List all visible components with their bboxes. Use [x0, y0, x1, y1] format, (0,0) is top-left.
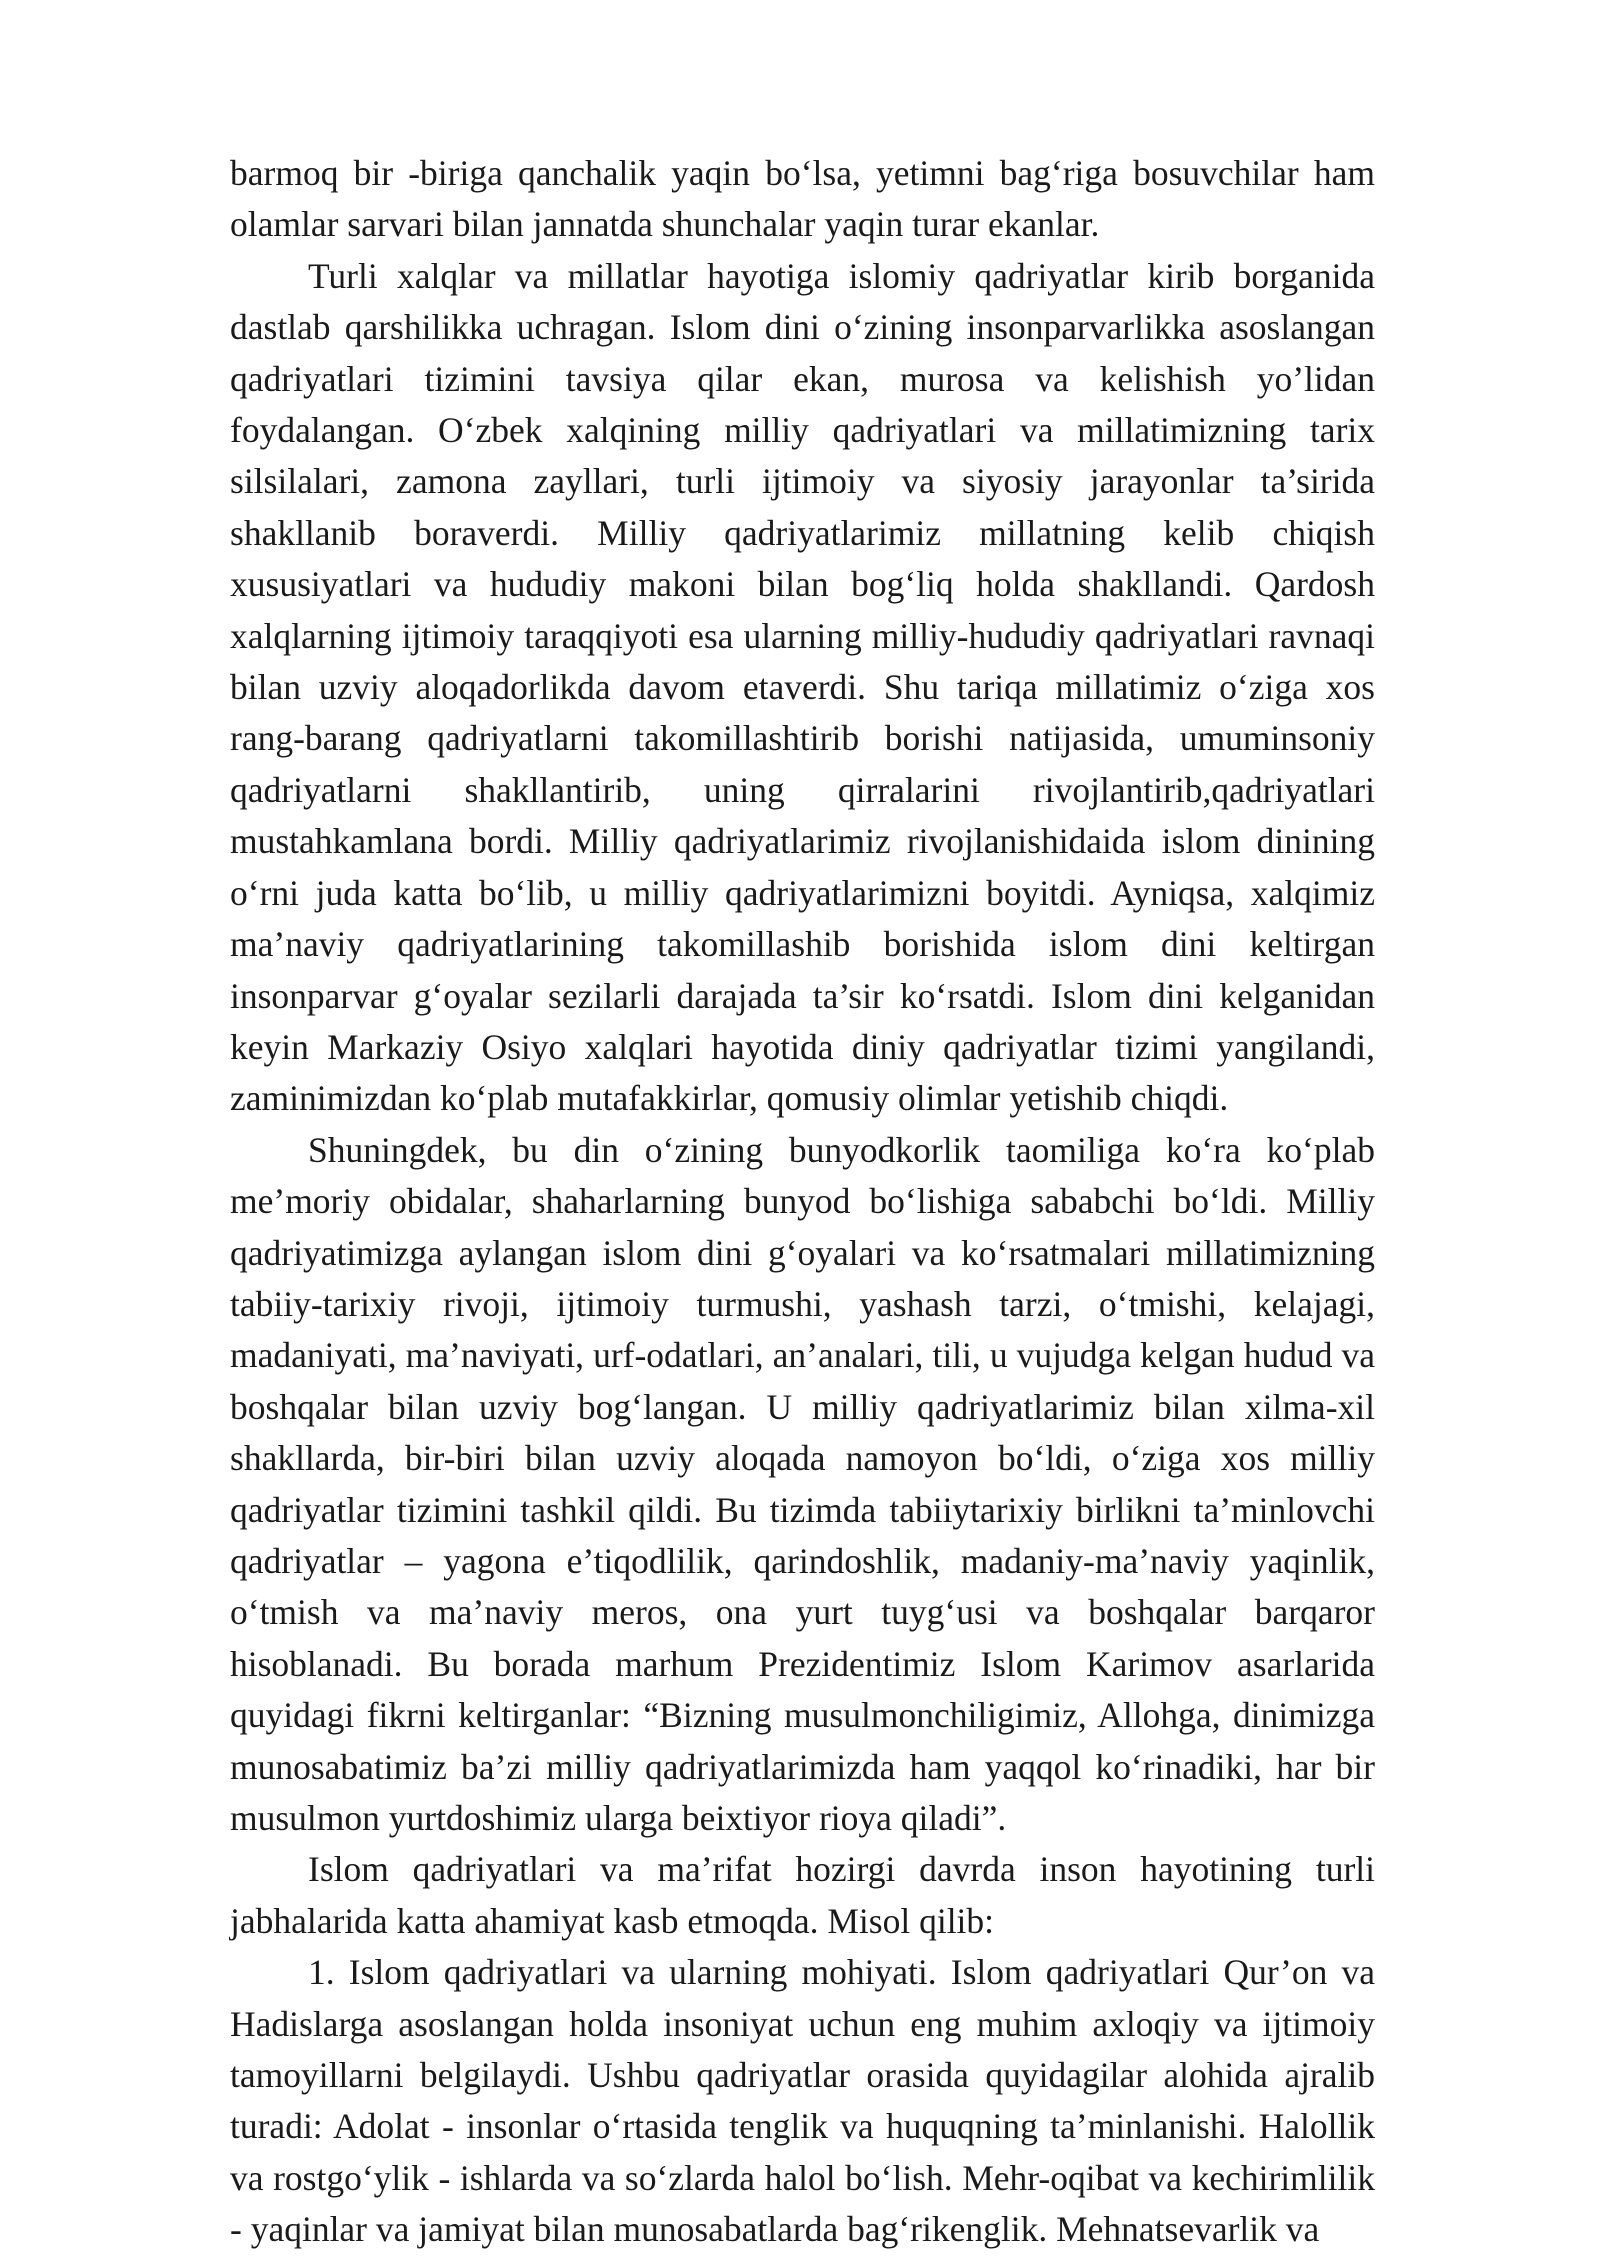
document-page [230, 148, 1375, 2256]
paragraph-2: Turli xalqlar va millatlar hayotiga islomiy qadriyatlar kirib borganida dastlab qarshilikka uchragan. Islom dini o‘zining insonparvarlikka asoslangan qadriyatlari tizimini tavsiya qilar ekan, murosa va kelishish yo’lidan foydalangan. O‘zbek xalqining milliy qadriyatlari va millatimizning tarix silsilalari, zamona zayllari, turli ijtimoiy va siyosiy jarayonlar ta’sirida shakllanib boraverdi. Milliy qadriyatlarimiz millatning kelib chiqish xususiyatlari va hududiy makoni bilan bog‘liq holda shakllandi. Qardosh xalqlarning ijtimoiy taraqqiyoti esa ularning milliy-hududiy qadriyatlari ravnaqi bilan uzviy aloqadorlikda davom etaverdi. Shu tariqa millatimiz o‘ziga xos rang-barang qadriyatlarni takomillashtirib borishi natijasida, umuminsoniy qadriyatlarni shakllantirib, uning qirralarini rivojlantirib,qadriyatlari mustahkamlana bordi. Milliy qadriyatlarimiz rivojlanishidaida islom dinining o‘rni juda katta bo‘lib, u milliy qadriyatlarimizni boyitdi. Ayniqsa, xalqimiz ma’naviy qadriyatlarining takomillashib borishida islom dini keltirgan insonparvar g‘oyalar sezilarli darajada ta’sir ko‘rsatdi. Islom dini kelganidan keyin Markaziy Osiyo xalqlari hayotida diniy qadriyatlar tizimi yangilandi, zaminimizdan ko‘plab mutafakkirlar, qomusiy olimlar yetishib chiqdi. [230, 255, 1375, 1119]
paragraph-3: Shuningdek, bu din o‘zining bunyodkorlik taomiliga ko‘ra ko‘plab me’moriy obidalar, shaharlarning bunyod bo‘lishiga sababchi bo‘ldi. Milliy qadriyatimizga aylangan islom dini g‘oyalari va ko‘rsatmalari millatimizning tabiiy-tarixiy rivoji, ijtimoiy turmushi, yashash tarzi, o‘tmishi, kelajagi, madaniyati, ma’naviyati, urf-odatlari, an’analari, tili, u vujudga kelgan hudud va boshqalar bilan uzviy bog‘langan. U milliy qadriyatlarimiz bilan xilma-xil shakllarda, bir-biri bilan uzviy aloqada namoyon bo‘ldi, o‘ziga xos milliy qadriyatlar tizimini tashkil qildi. Bu tizimda tabiiytarixiy birlikni ta’minlovchi qadriyatlar – yagona e’tiqodlilik, qarindoshlik, madaniy-ma’naviy yaqinlik, o‘tmish va ma’naviy meros, ona yurt tuyg‘usi va boshqalar barqaror hisoblanadi. Bu borada marhum Prezidentimiz Islom Karimov asarlarida quyidagi fikrni keltirganlar: “Bizning musulmonchiligimiz, Allohga, dinimizga munosabatimiz ba’zi milliy qadriyatlarimizda ham yaqqol ko‘rinadiki, har bir musulmon yurtdoshimiz ularga beixtiyor rioya qiladi”. [230, 1129, 1375, 1838]
paragraph-4: Islom qadriyatlari va ma’rifat hozirgi davrda inson hayotining turli jabhalarida katta ahamiyat kasb etmoqda. Misol qilib: [230, 1849, 1375, 1941]
paragraph-1: barmoq bir -biriga qanchalik yaqin bo‘lsa, yetimni bag‘riga bosuvchilar ham olamlar sarvari bilan jannatda shunchalar yaqin turar ekanlar. [230, 153, 1375, 245]
paragraph-5: 1. Islom qadriyatlari va ularning mohiyati. Islom qadriyatlari Qur’on va Hadislarga asoslangan holda insoniyat uchun eng muhim axloqiy va ijtimoiy tamoyillarni belgilaydi. Ushbu qadriyatlar orasida quyidagilar alohida ajralib turadi: Adolat - insonlar o‘rtasida tenglik va huquqning ta’minlanishi. Halollik va rostgo‘ylik - ishlarda va so‘zlarda halol bo‘lish. Mehr-oqibat va kechirimlilik - yaqinlar va jamiyat bilan munosabatlarda bag‘rikenglik. Mehnatsevarlik va [230, 1952, 1375, 2250]
